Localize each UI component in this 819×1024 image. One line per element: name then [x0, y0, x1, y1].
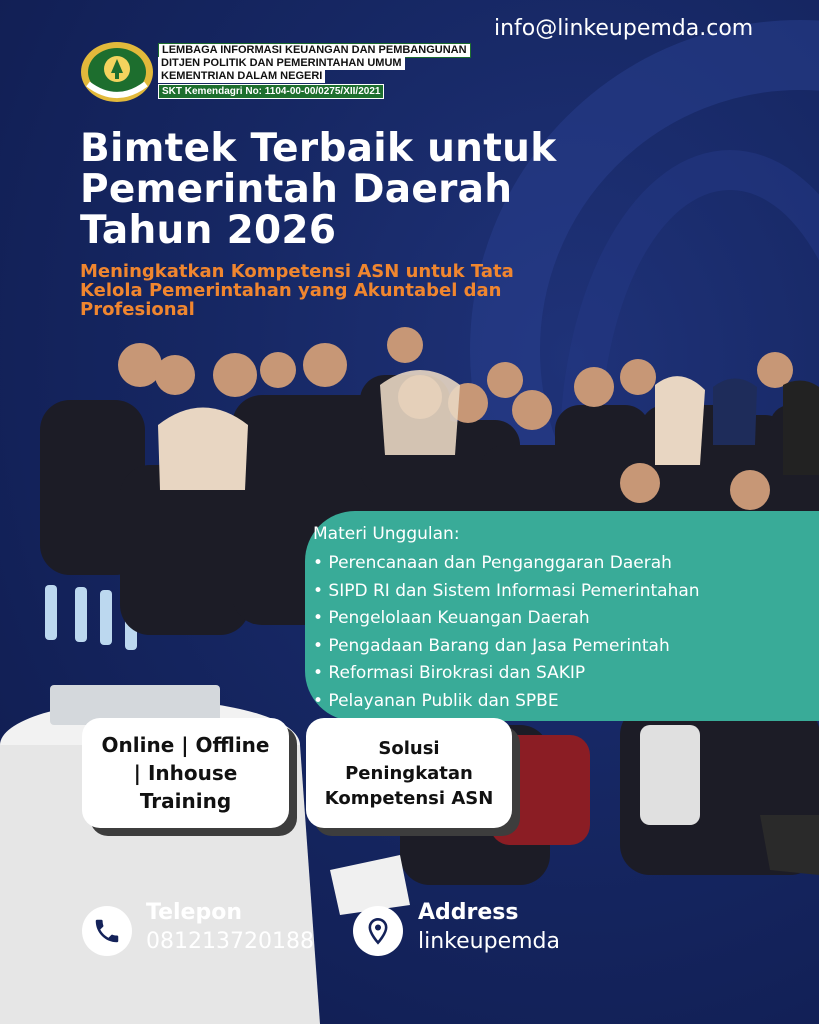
title-line: Tahun 2026 [80, 208, 337, 253]
page-title [80, 128, 556, 251]
location-pin-icon-glyph [364, 916, 392, 946]
address-value[interactable]: linkeupemda [418, 929, 560, 954]
solusi-label [325, 736, 494, 811]
logo-directorate: DITJEN POLITIK DAN PEMERINTAHAN UMUM [158, 57, 405, 70]
subtitle-line: Meningkatkan Kompetensi ASN untuk Tata [80, 261, 514, 282]
contact-email[interactable]: info@linkeupemda.com [494, 16, 754, 41]
title-line: Pemerintah Daerah [80, 167, 513, 212]
list-item: • Perencanaan dan Penganggaran Daerah [313, 553, 672, 573]
materi-title: Materi Unggulan: [313, 524, 460, 544]
solusi-line: Kompetensi ASN [324, 787, 494, 809]
solusi-line: Solusi [378, 737, 440, 759]
phone-icon[interactable] [82, 906, 132, 956]
title-line: Bimtek Terbaik untuk [80, 126, 557, 171]
list-item: • Pelayanan Publik dan SPBE [313, 690, 559, 711]
materi-list [313, 550, 819, 715]
logo-ministry: KEMENTRIAN DALAM NEGERI [158, 70, 325, 83]
phone-number[interactable]: 081213720188 [146, 929, 314, 954]
list-item: • Pengadaan Barang dan Jasa Pemerintah [313, 635, 670, 656]
training-mode-button[interactable] [82, 718, 289, 828]
location-pin-icon[interactable] [353, 906, 403, 956]
subtitle [80, 262, 600, 319]
list-item: • SIPD RI dan Sistem Informasi Pemerintahan [313, 580, 700, 601]
training-mode-line: Training [139, 789, 232, 813]
phone-icon-glyph [92, 916, 122, 946]
address-title: Address [418, 900, 519, 925]
solusi-line: Peningkatan [345, 762, 473, 784]
phone-title: Telepon [146, 900, 242, 925]
subtitle-line: Profesional [80, 299, 195, 320]
logo-registration: SKT Kemendagri No: 1104-00-00/0275/XII/2021 [158, 84, 384, 99]
training-mode-line: Online | Offline [101, 733, 270, 757]
subtitle-line: Kelola Pemerintahan yang Akuntabel dan [80, 280, 502, 301]
training-mode-label [102, 731, 270, 815]
materi-panel [305, 511, 819, 721]
logo-org-name: LEMBAGA INFORMASI KEUANGAN DAN PEMBANGUNAN [158, 43, 471, 58]
list-item: • Reformasi Birokrasi dan SAKIP [313, 663, 586, 683]
training-mode-line: | Inhouse [133, 761, 238, 785]
linkeu-pemda-emblem [78, 40, 156, 104]
list-item: • Pengelolaan Keuangan Daerah [313, 608, 590, 628]
solusi-button[interactable] [306, 718, 512, 828]
